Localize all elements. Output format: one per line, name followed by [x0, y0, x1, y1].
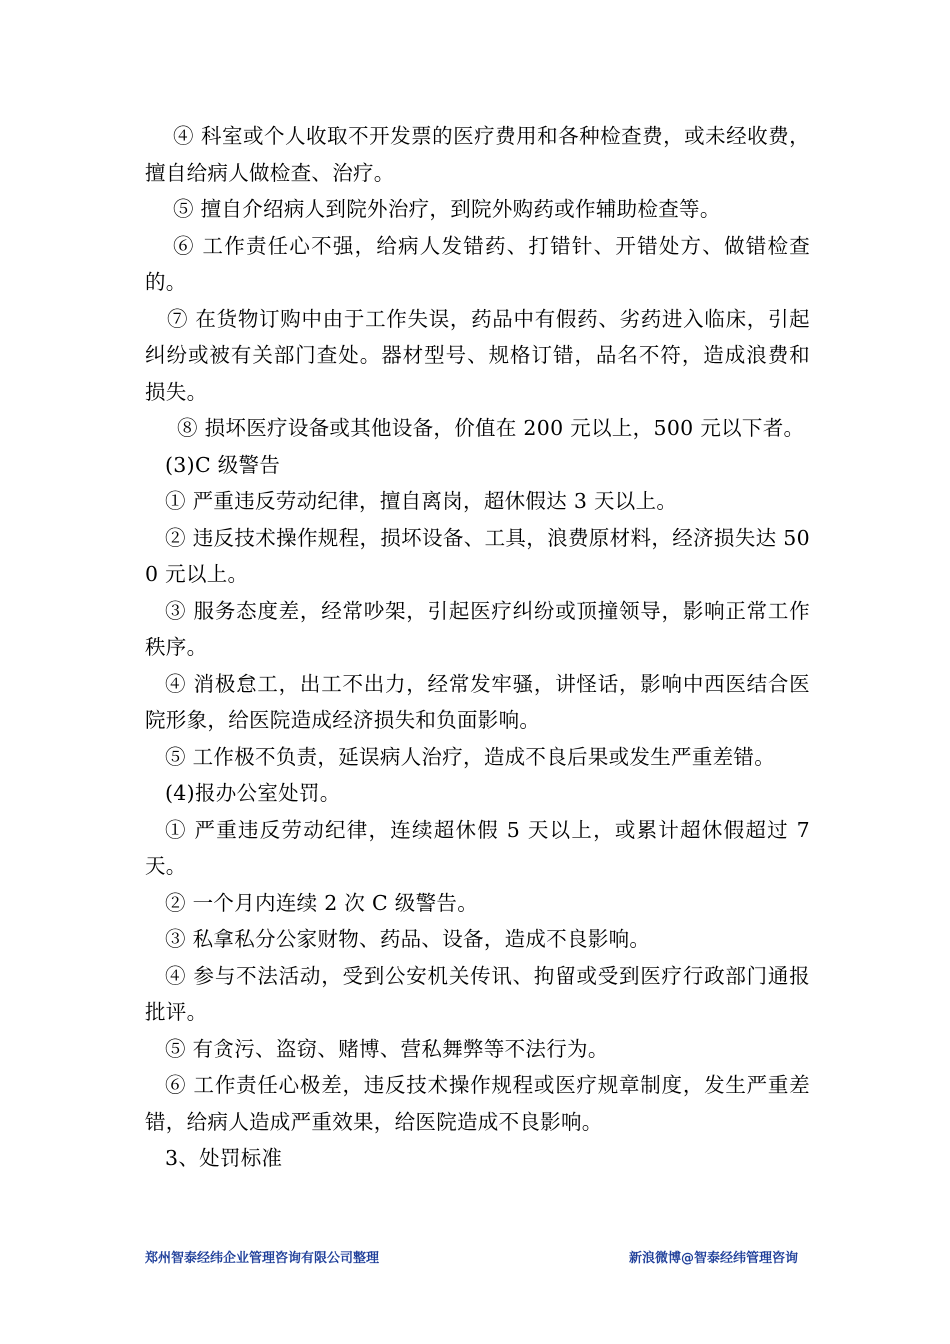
paragraph-c-item-2: ② 违反技术操作规程，损坏设备、工具，浪费原材料，经济损失达 500 元以上。 [145, 525, 810, 586]
section-heading-office-penalty: (4)报办公室处罚。 [165, 781, 341, 805]
paragraph-office-item-2: ② 一个月内连续 2 次 C 级警告。 [165, 890, 479, 915]
footer-company-name: 郑州智泰经纬企业管理咨询有限公司整理 [145, 1251, 380, 1266]
paragraph-office-item-6: ⑥ 工作责任心极差，违反技术操作规程或医疗规章制度，发生严重差错，给病人造成严重效果，给医院造成不良影响。 [145, 1073, 810, 1134]
paragraph-c-item-3: ③ 服务态度差，经常吵架，引起医疗纠纷或顶撞领导，影响正常工作秩序。 [145, 598, 810, 659]
paragraph-item-8-equipment-damage: ⑧ 损坏医疗设备或其他设备，价值在 200 元以上，500 元以下者。 [177, 416, 805, 440]
paragraph-office-item-1: ① 严重违反劳动纪律，连续超休假 5 天以上，或累计超休假超过 7 天。 [145, 817, 810, 878]
page-footer [145, 1247, 810, 1267]
paragraph-item-4-invoice: ④ 科室或个人收取不开发票的医疗费用和各种检查费，或未经收费，擅自给病人做检查、治疗。 [145, 124, 810, 185]
document-body [145, 118, 810, 1177]
section-heading-penalty-standard: 3、处罚标准 [165, 1146, 283, 1170]
paragraph-c-item-4: ④ 消极怠工，出工不出力，经常发牢骚，讲怪话，影响中西医结合医院形象，给医院造成经济损失和负面影响。 [145, 671, 810, 732]
paragraph-office-item-3: ③ 私拿私分公家财物、药品、设备，造成不良影响。 [165, 927, 651, 951]
paragraph-c-item-5: ⑤ 工作极不负责，延误病人治疗，造成不良后果或发生严重差错。 [165, 744, 776, 769]
paragraph-office-item-5: ⑤ 有贪污、盗窃、赌博、营私舞弊等不法行为。 [165, 1036, 609, 1061]
paragraph-office-item-4: ④ 参与不法活动，受到公安机关传讯、拘留或受到医疗行政部门通报批评。 [145, 963, 810, 1024]
paragraph-item-5-referral: ⑤ 擅自介绍病人到院外治疗，到院外购药或作辅助检查等。 [173, 197, 721, 221]
paragraph-c-item-1: ① 严重违反劳动纪律，擅自离岗，超休假达 3 天以上。 [165, 489, 678, 513]
section-heading-c-warning: (3)C 级警告 [165, 452, 281, 477]
paragraph-item-6-responsibility: ⑥ 工作责任心不强，给病人发错药、打错针、开错处方、做错检查的。 [145, 233, 810, 294]
paragraph-item-7-procurement: ⑦ 在货物订购中由于工作失误，药品中有假药、劣药进入临床，引起纠纷或被有关部门查处。器材型号、规格订错，品名不符，造成浪费和损失。 [145, 306, 810, 404]
footer-weibo-handle: 新浪微博@智泰经纬管理咨询 [628, 1251, 798, 1266]
